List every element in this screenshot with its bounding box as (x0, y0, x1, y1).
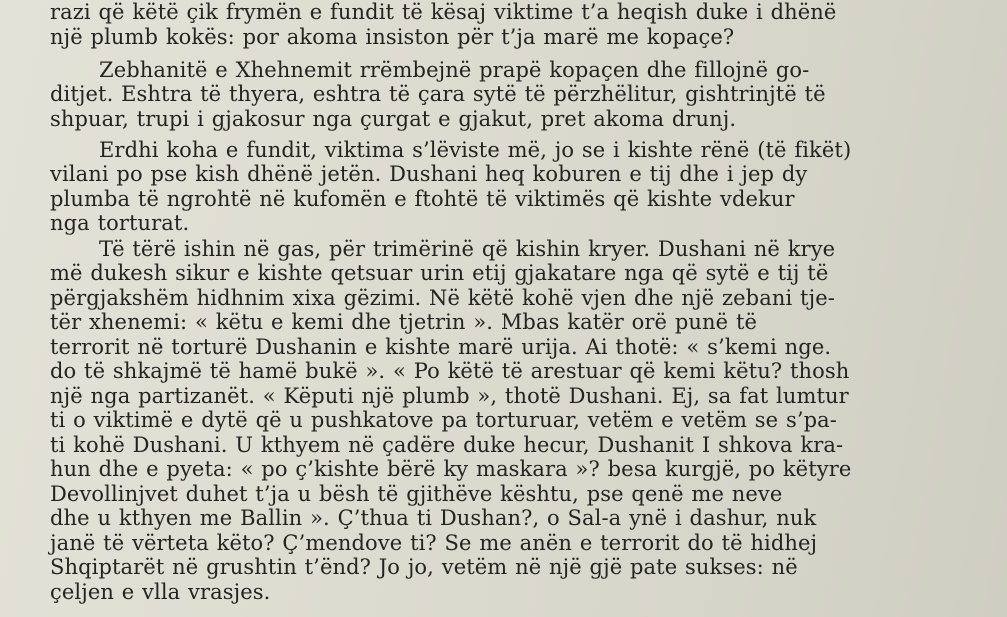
text-line: një plumb kokës: por akoma insiston për t’ja marë me kopaçe? (50, 25, 735, 49)
text-line: më dukesh sikur e kishte qetsuar urin etij gjakatare nga që sytë e tij të (50, 261, 829, 285)
text-line: hun dhe e pyeta: « po ç’kishte bërë ky maskara »? besa kurgjë, po këtyre (50, 457, 852, 481)
text-line: Zebhanitë e Xhehnemit rrëmbejnë prapë kopaçen dhe fillojnë go- (99, 58, 810, 82)
text-line: nga torturat. (50, 211, 190, 235)
text-line: tër xhenemi: « këtu e kemi dhe tjetrin ». Mbas katër orë punë të (50, 310, 758, 334)
text-line: ditjet. Eshtra të thyera, eshtra të çara sytë të përzhëlitur, gishtrinjtë të (50, 82, 826, 106)
text-line: janë të vërteta këto? Ç’mendove ti? Se me anën e terrorit do të hidhej (50, 531, 818, 555)
text-line: Erdhi koha e fundit, viktima s’lëviste më, jo se i kishte rënë (të fikët) (99, 138, 852, 162)
text-line: do të shkajmë të hamë bukë ». « Po këtë të arestuar që kemi këtu? thosh (50, 359, 850, 383)
text-line: vilani po pse kish dhënë jetën. Dushani heq koburen e tij dhe i jep dy (50, 162, 808, 186)
text-line: Devollinjvet duhet t’ja u bësh të gjithëve kështu, pse qenë me neve (50, 482, 783, 506)
text-line: terrorit në torturë Dushanin e kishte marë urija. Ai thotë: « s’kemi nge. (50, 335, 832, 359)
text-line: ti kohë Dushani. U kthyem në çadëre duke hecur, Dushanit I shkova kra- (50, 433, 844, 457)
text-line: razi që këtë çik frymën e fundit të kësaj viktime t’a heqish duke i dhënë (50, 0, 837, 24)
text-line: shpuar, trupi i gjakosur nga çurgat e gjakut, pret akoma drunj. (50, 107, 737, 131)
text-line: Të tërë ishin në gas, për trimërinë që kishin kryer. Dushani në krye (99, 237, 836, 261)
text-line: dhe u kthyen me Ballin ». Ç’thua ti Dushan?, o Sal-a ynë i dashur, nuk (50, 506, 817, 530)
text-line: plumba të ngrohtë në kufomën e ftohtë të viktimës që kishte vdekur (50, 187, 795, 211)
text-line: Shqiptarët në grushtin t’ënd? Jo jo, vetëm në një gjë pate sukses: në (50, 555, 798, 579)
text-line: përgjakshëm hidhnim xixa gëzimi. Në këtë kohë vjen dhe një zebani tje- (50, 286, 835, 310)
text-line: një nga partizanët. « Këputi një plumb », thotë Dushani. Ej, sa fat lumtur (50, 384, 849, 408)
text-line: çeljen e vlla vrasjes. (50, 580, 271, 604)
text-line: ti o viktimë e dytë që u pushkatove pa torturuar, vetëm e vetëm se s’pa- (50, 408, 837, 432)
